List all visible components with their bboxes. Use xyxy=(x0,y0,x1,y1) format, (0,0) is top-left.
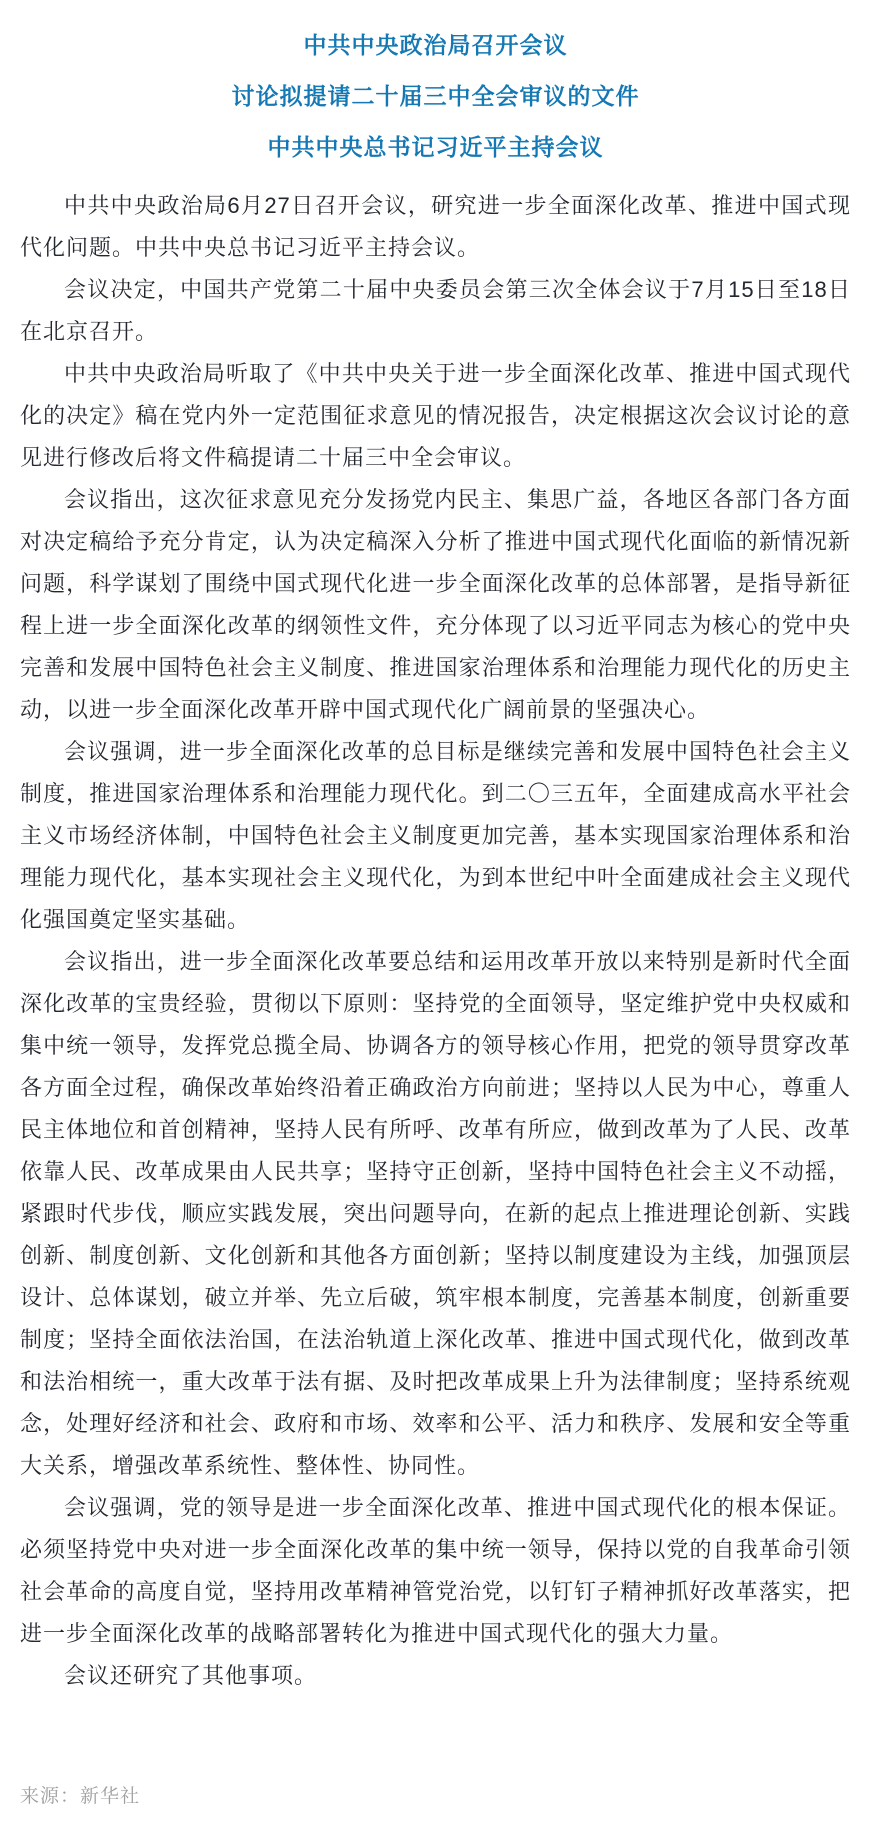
paragraph-party-leadership: 会议强调，党的领导是进一步全面深化改革、推进中国式现代化的根本保证。必须坚持党中央对进一步全面深化改革的集中统一领导，保持以党的自我革命引领社会革命的高度自觉，坚持用改革精神管党治党，以钉钉子精神抓好改革落实，把进一步全面深化改革的战略部署转化为推进中国式现代化的强大力量。 xyxy=(20,1495,851,1646)
article-header xyxy=(0,0,871,173)
article-title-line-3: 中共中央总书记习近平主持会议 xyxy=(267,134,604,160)
paragraph-meeting-held: 中共中央政治局6月27日召开会议，研究进一步全面深化改革、推进中国式现代化问题。中共中央总书记习近平主持会议。 xyxy=(20,193,851,260)
article-footer xyxy=(20,1784,140,1810)
paragraph-other-matters: 会议还研究了其他事项。 xyxy=(64,1663,318,1688)
source-label: 来源：新华社 xyxy=(20,1786,141,1807)
article-title-line-1: 中共中央政治局召开会议 xyxy=(303,32,568,58)
paragraph-overall-goal: 会议强调，进一步全面深化改革的总目标是继续完善和发展中国特色社会主义制度，推进国家治理体系和治理能力现代化。到二〇三五年，全面建成高水平社会主义市场经济体制，中国特色社会主义制度更加完善，基本实现国家治理体系和治理能力现代化，基本实现社会主义现代化，为到本世纪中叶全面建成社会主义现代化强国奠定坚实基础。 xyxy=(20,739,851,932)
paragraph-plenum-date: 会议决定，中国共产党第二十届中央委员会第三次全体会议于7月15日至18日在北京召开。 xyxy=(20,277,851,344)
paragraph-draft-report: 中共中央政治局听取了《中共中央关于进一步全面深化改革、推进中国式现代化的决定》稿在党内外一定范围征求意见的情况报告，决定根据这次会议讨论的意见进行修改后将文件稿提请二十届三中全会审议。 xyxy=(20,361,851,470)
paragraph-opinion-soliciting: 会议指出，这次征求意见充分发扬党内民主、集思广益，各地区各部门各方面对决定稿给予充分肯定，认为决定稿深入分析了推进中国式现代化面临的新情况新问题，科学谋划了围绕中国式现代化进一步全面深化改革的总体部署，是指导新征程上进一步全面深化改革的纲领性文件，充分体现了以习近平同志为核心的党中央完善和发展中国特色社会主义制度、推进国家治理体系和治理能力现代化的历史主动，以进一步全面深化改革开辟中国式现代化广阔前景的坚强决心。 xyxy=(20,487,851,722)
article-body xyxy=(20,185,851,1697)
paragraph-principles: 会议指出，进一步全面深化改革要总结和运用改革开放以来特别是新时代全面深化改革的宝贵经验，贯彻以下原则：坚持党的全面领导，坚定维护党中央权威和集中统一领导，发挥党总揽全局、协调各方的领导核心作用，把党的领导贯穿改革各方面全过程，确保改革始终沿着正确政治方向前进；坚持以人民为中心，尊重人民主体地位和首创精神，坚持人民有所呼、改革有所应，做到改革为了人民、改革依靠人民、改革成果由人民共享；坚持守正创新，坚持中国特色社会主义不动摇，紧跟时代步伐，顺应实践发展，突出问题导向，在新的起点上推进理论创新、实践创新、制度创新、文化创新和其他各方面创新；坚持以制度建设为主线，加强顶层设计、总体谋划，破立并举、先立后破，筑牢根本制度，完善基本制度，创新重要制度；坚持全面依法治国，在法治轨道上深化改革、推进中国式现代化，做到改革和法治相统一，重大改革于法有据、及时把改革成果上升为法律制度；坚持系统观念，处理好经济和社会、政府和市场、效率和公平、活力和秩序、发展和安全等重大关系，增强改革系统性、整体性、协同性。 xyxy=(20,949,851,1478)
article-title-line-2: 讨论拟提请二十届三中全会审议的文件 xyxy=(231,83,640,109)
